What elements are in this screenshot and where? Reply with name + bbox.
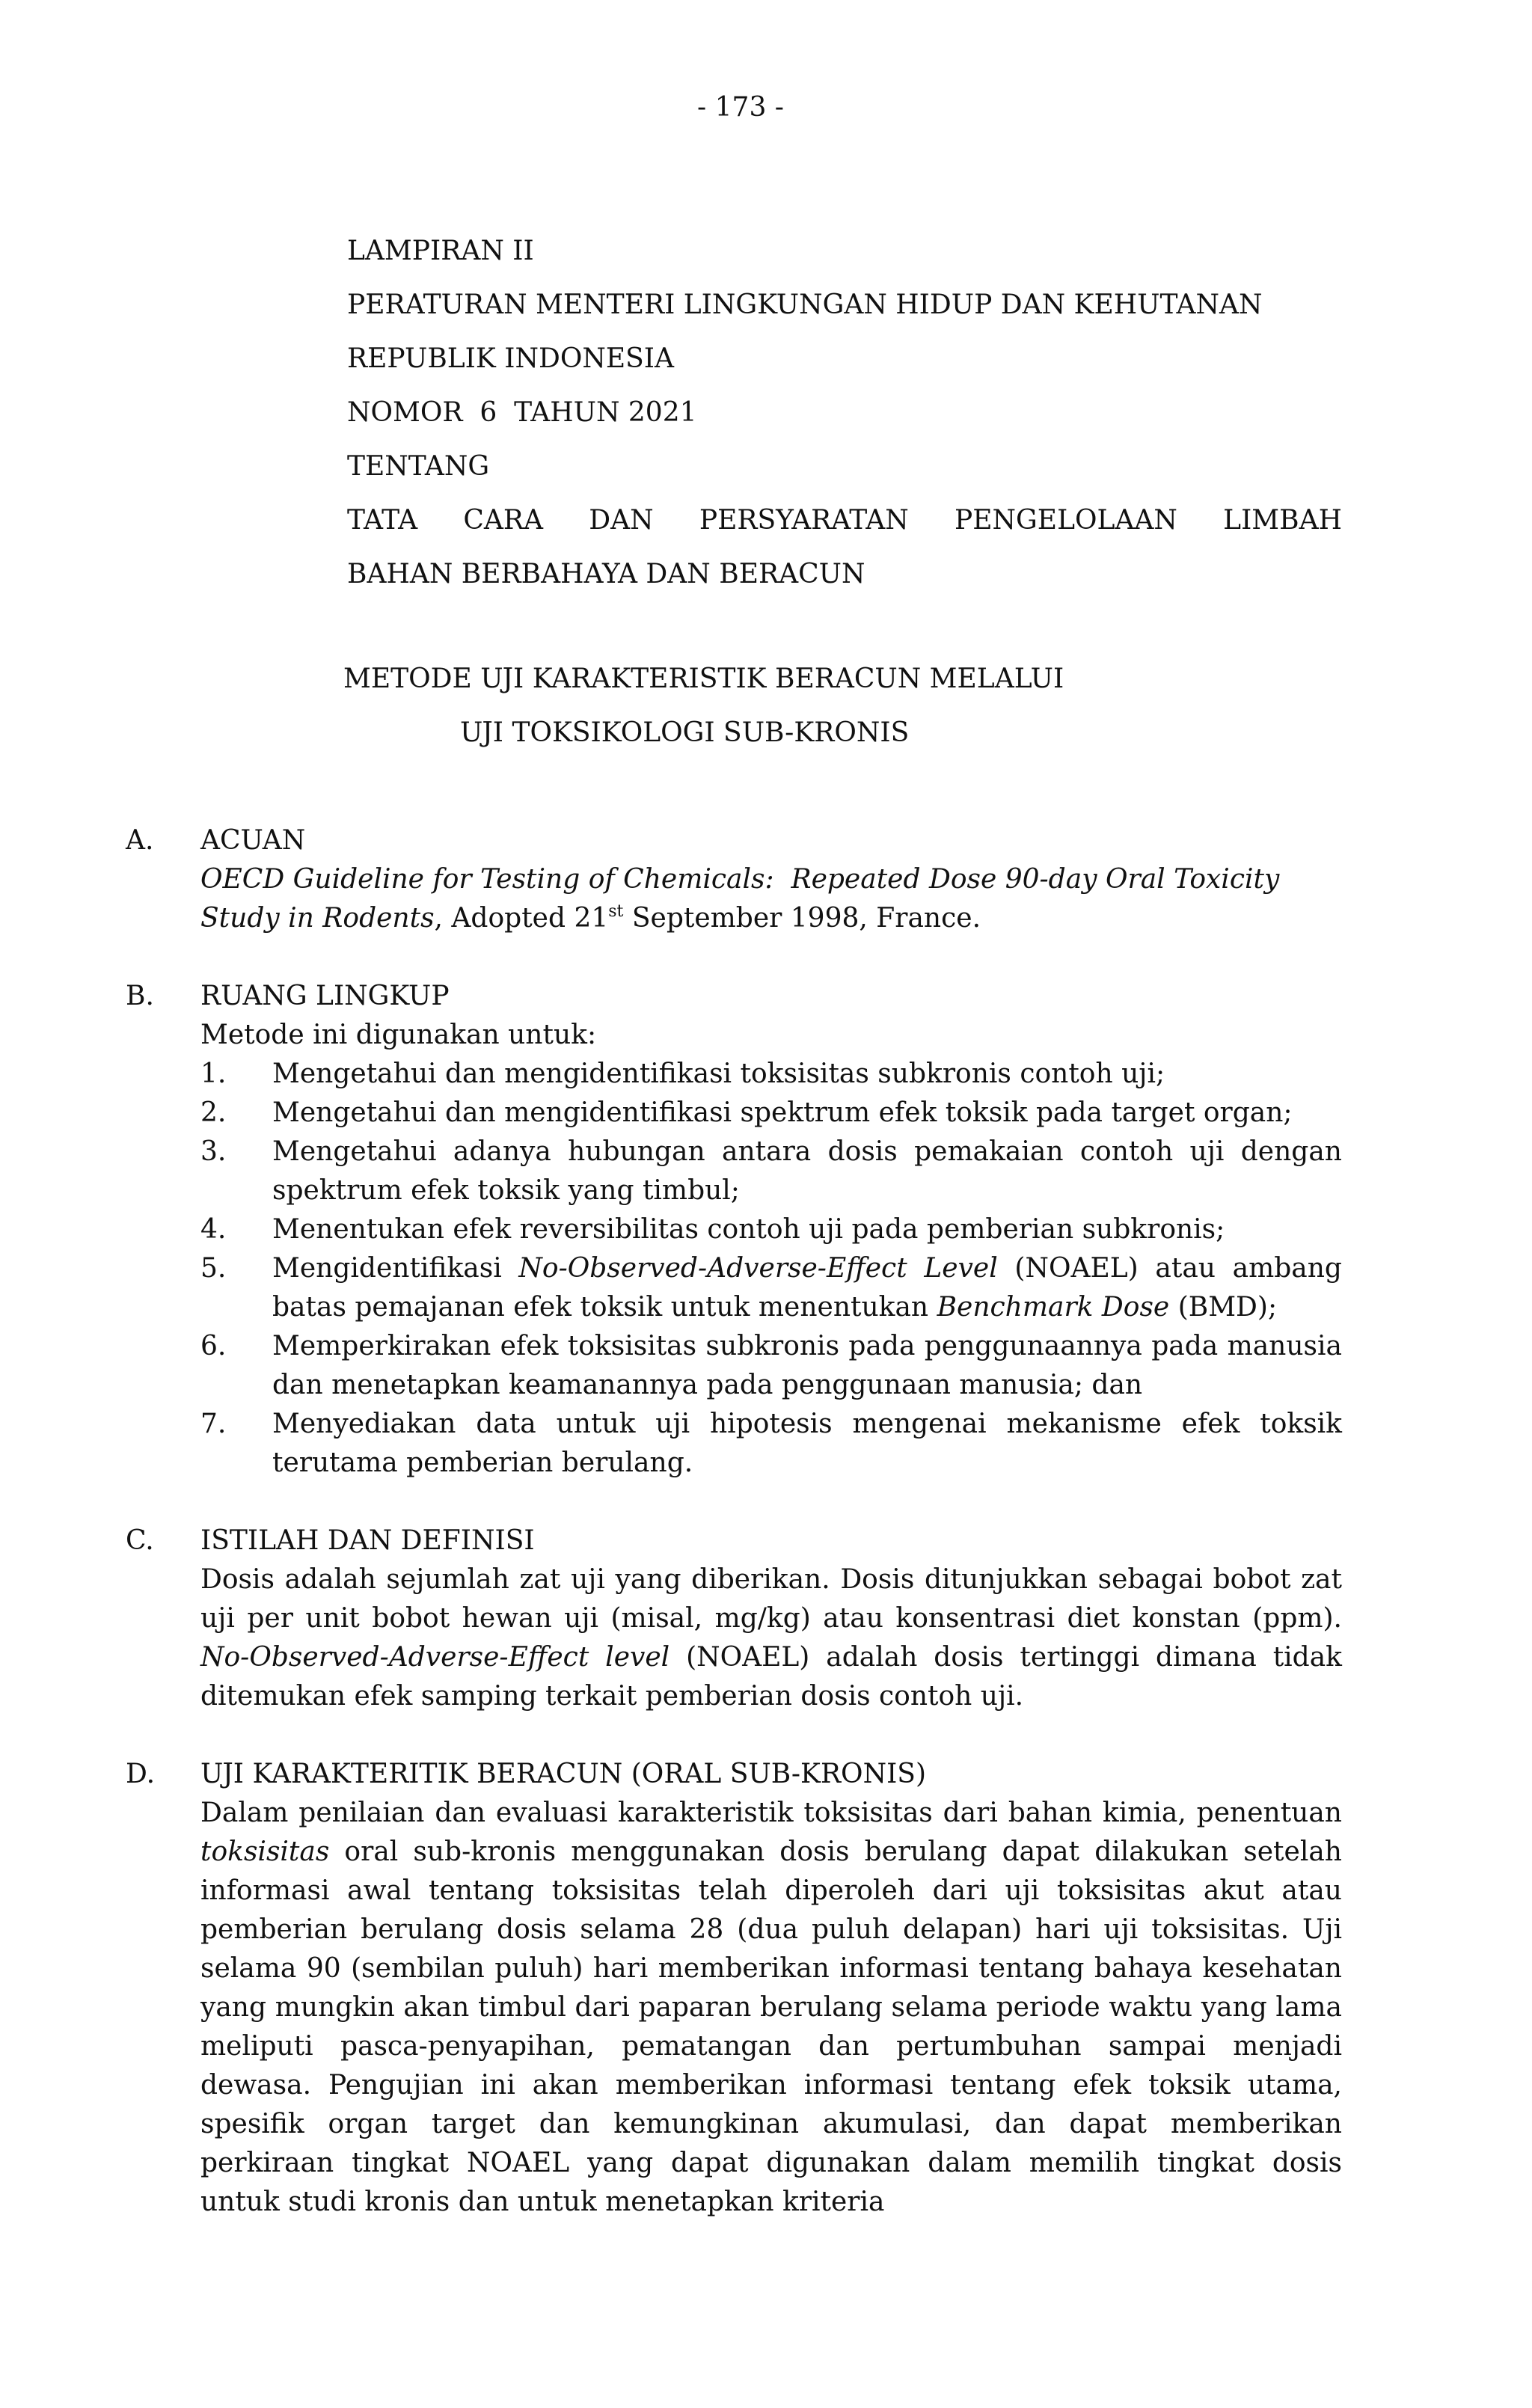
header-line: BAHAN BERBAHAYA DAN BERACUN — [347, 559, 865, 589]
section-body — [200, 1755, 1342, 2222]
test-paragraph — [200, 1794, 1342, 2222]
list-number: 2. — [200, 1097, 227, 1128]
list-text: Menentukan efek reversibilitas contoh uji pada pemberian subkronis; — [272, 1214, 1225, 1245]
list-number: 7. — [200, 1409, 227, 1439]
header-line: LAMPIRAN II — [347, 236, 534, 266]
paragraph-italic: No-Observed-Adverse-Effect level — [200, 1642, 670, 1673]
header-line: REPUBLIK INDONESIA — [347, 343, 674, 374]
list-text-italic: Benchmark Dose — [937, 1292, 1170, 1323]
section-intro: Metode ini digunakan untuk: — [200, 1020, 597, 1050]
list-text: Mengetahui dan mengidentifikasi toksisitas subkronis contoh uji; — [272, 1059, 1165, 1089]
list-text: Menyediakan data untuk uji hipotesis mengenai mekanisme efek toksik terutama pemberian berulang. — [272, 1409, 1342, 1478]
section-body — [200, 821, 1342, 938]
list-text-italic: No-Observed-Adverse-Effect Level — [518, 1253, 998, 1284]
list-number: 6. — [200, 1331, 227, 1361]
page-number: - 173 - — [697, 92, 784, 123]
title-line: METODE UJI KARAKTERISTIK BERACUN MELALUI — [343, 664, 1064, 694]
reference-title-cont: Study in Rodents — [200, 903, 435, 934]
section-body — [200, 977, 1342, 1483]
paragraph-text: Dosis adalah sejumlah zat uji yang diberikan. Dosis ditunjukkan sebagai bobot zat uji per unit bobot hewan uji (misal, mg/kg) atau konsentrasi diet konstan (ppm). — [200, 1564, 1342, 1634]
list-item — [200, 1249, 1342, 1327]
list-text: Memperkirakan efek toksisitas subkronis pada penggunaannya pada manusia dan menetapkan keamanannya pada penggunaan manusia; dan — [272, 1331, 1342, 1400]
appendix-header — [347, 224, 1342, 601]
list-item — [200, 1055, 1342, 1094]
list-number: 3. — [200, 1136, 227, 1167]
list-text: Mengetahui dan mengidentifikasi spektrum efek toksik pada target organ; — [272, 1097, 1293, 1128]
header-line: PERATURAN MENTERI LINGKUNGAN HIDUP DAN KEHUTANAN — [347, 289, 1263, 320]
header-line: TENTANG — [347, 451, 490, 482]
list-number: 4. — [200, 1214, 227, 1245]
section-letter: A. — [126, 825, 154, 856]
section-heading: UJI KARAKTERITIK BERACUN (ORAL SUB-KRONIS) — [200, 1759, 926, 1789]
list-item — [200, 1133, 1342, 1210]
section-body — [200, 1522, 1342, 1716]
paragraph-text: (NOAEL) adalah dosis tertinggi dimana tidak ditemukan efek samping terkait pemberian dosis contoh uji. — [200, 1642, 1342, 1712]
definition-paragraph — [200, 1560, 1342, 1716]
reference-date-cont: September 1998, France. — [623, 903, 981, 934]
section-letter: C. — [126, 1525, 154, 1556]
section-letter: D. — [126, 1759, 156, 1789]
section-heading: ACUAN — [200, 825, 306, 856]
section-heading: ISTILAH DAN DEFINISI — [200, 1525, 535, 1556]
reference-title: OECD Guideline for Testing of Chemicals: Repeated Dose 90-day Oral Toxicity — [200, 864, 1280, 895]
paragraph-text: Dalam penilaian dan evaluasi karakteristik toksisitas dari bahan kimia, penentuan — [200, 1798, 1342, 1828]
list-text: Mengetahui adanya hubungan antara dosis pemakaian contoh uji dengan spektrum efek toksik yang timbul; — [272, 1136, 1342, 1206]
title-line: UJI TOKSIKOLOGI SUB-KRONIS — [460, 717, 910, 748]
list-number: 1. — [200, 1059, 227, 1089]
section-heading: RUANG LINGKUP — [200, 981, 450, 1011]
reference-text — [200, 860, 1342, 938]
list-text: (BMD); — [1169, 1292, 1278, 1323]
scope-list — [200, 1055, 1342, 1483]
paragraph-text: oral sub-kronis menggunakan dosis berulang dapat dilakukan setelah informasi awal tentang toksisitas telah diperoleh dari uji toksisitas akut atau pemberian berulang dosis selama 28 (dua puluh delapan) hari uji toksisitas. Uji selama 90 (sembilan puluh) hari memberikan informasi tentang bahaya kesehatan yang mungkin akan timbul dari paparan berulang selama periode waktu yang lama meliputi pasca-penyapihan, pematangan dan pertumbuhan sampai menjadi dewasa. Pengujian ini akan memberikan informasi tentang efek toksik utama, spesifik organ target dan kemungkinan akumulasi, dan dapat memberikan perkiraan tingkat NOAEL yang dapat digunakan dalam memilih tingkat dosis untuk studi kronis dan untuk menetapkan kriteria — [200, 1836, 1342, 2217]
ordinal-suffix: st — [608, 902, 624, 921]
list-item — [200, 1327, 1342, 1405]
header-line: TATA CARA DAN PERSYARATAN PENGELOLAAN LIMBAH — [347, 505, 1342, 536]
section-letter: B. — [126, 981, 154, 1011]
list-number: 5. — [200, 1253, 227, 1284]
list-text: (NOAEL) atau ambang batas pemajanan efek toksik untuk menentukan — [272, 1253, 1342, 1323]
header-line: NOMOR 6 TAHUN 2021 — [347, 397, 697, 428]
list-text: Mengidentifikasi — [272, 1253, 519, 1284]
list-item — [200, 1405, 1342, 1483]
paragraph-italic: toksisitas — [200, 1836, 330, 1867]
list-item — [200, 1094, 1342, 1133]
list-item — [200, 1210, 1342, 1249]
reference-date: , Adopted 21 — [434, 903, 609, 934]
